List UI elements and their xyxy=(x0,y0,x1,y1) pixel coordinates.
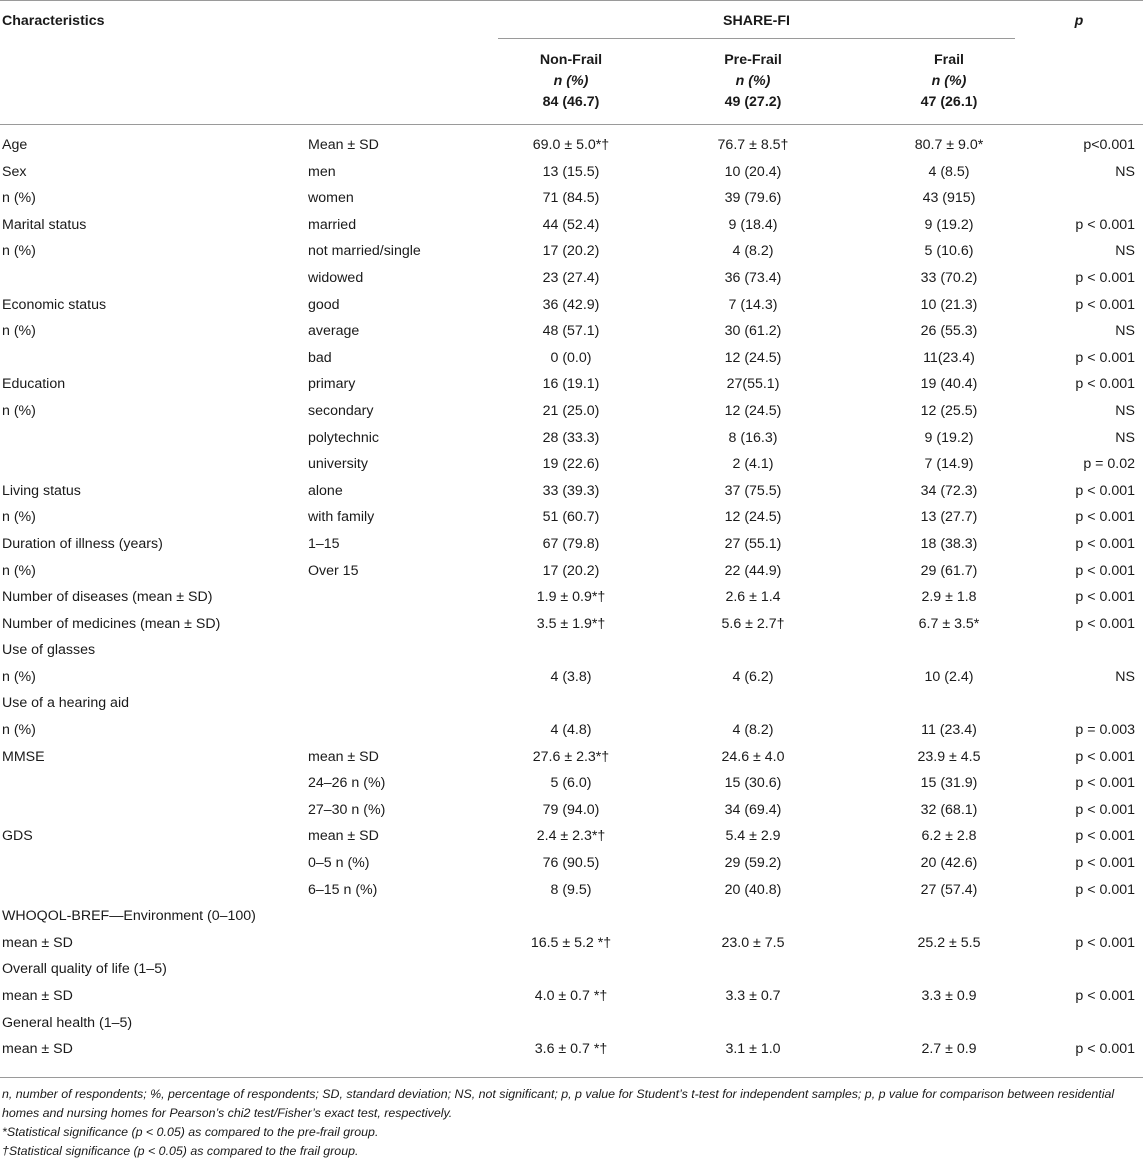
table-row xyxy=(0,770,1143,797)
table-row xyxy=(0,425,1143,452)
table-row xyxy=(0,690,1143,717)
cell-non-frail: 17 (20.2) xyxy=(542,562,600,579)
cell-p-value: NS xyxy=(1115,402,1135,419)
table-row xyxy=(0,717,1143,744)
row-sublabel: 27–30 n (%) xyxy=(308,801,386,818)
cell-frail: 23.9 ± 4.5 xyxy=(917,748,981,765)
cell-frail: 19 (40.4) xyxy=(920,376,978,393)
table-row xyxy=(0,212,1143,239)
row-sublabel: men xyxy=(308,163,336,180)
table-row xyxy=(0,371,1143,398)
cell-p-value: NS xyxy=(1115,163,1135,180)
row-label: MMSE xyxy=(2,748,45,765)
row-label: Duration of illness (years) xyxy=(2,535,163,552)
cell-p-value: NS xyxy=(1115,668,1135,685)
row-label: Age xyxy=(2,137,28,153)
cell-pre-frail: 12 (24.5) xyxy=(724,349,782,366)
table-row xyxy=(0,318,1143,345)
header-group-frail xyxy=(876,50,1022,113)
cell-non-frail: 21 (25.0) xyxy=(542,402,600,419)
cell-frail: 9 (19.2) xyxy=(924,429,974,446)
cell-non-frail: 36 (42.9) xyxy=(542,296,600,313)
cell-frail: 10 (21.3) xyxy=(920,296,978,313)
row-sublabel: widowed xyxy=(308,269,364,286)
cell-frail: 80.7 ± 9.0* xyxy=(914,137,984,153)
header-group-pre-frail xyxy=(680,50,826,113)
cell-frail: 33 (70.2) xyxy=(920,269,978,286)
cell-pre-frail: 10 (20.4) xyxy=(724,163,782,180)
table-row xyxy=(0,345,1143,372)
cell-pre-frail: 9 (18.4) xyxy=(728,216,778,233)
bottom-rule xyxy=(0,1077,1143,1078)
row-sublabel: good xyxy=(308,296,340,313)
cell-non-frail: 2.4 ± 2.3*† xyxy=(536,828,606,845)
header-group-non-frail xyxy=(498,50,644,113)
cell-p-value: p < 0.001 xyxy=(1075,988,1135,1004)
cell-non-frail: 4.0 ± 0.7 *† xyxy=(534,988,608,1004)
row-sublabel: mean ± SD xyxy=(308,748,379,765)
row-sublabel: polytechnic xyxy=(308,429,379,446)
table-row xyxy=(0,930,1143,957)
row-label: Overall quality of life (1–5) xyxy=(2,961,167,978)
cell-pre-frail: 20 (40.8) xyxy=(724,881,782,898)
cell-pre-frail: 27 (55.1) xyxy=(724,535,782,552)
cell-non-frail: 23 (27.4) xyxy=(542,269,600,286)
cell-frail: 3.3 ± 0.9 xyxy=(921,988,977,1004)
cell-non-frail: 33 (39.3) xyxy=(542,482,600,499)
cell-pre-frail: 4 (8.2) xyxy=(732,722,774,739)
cell-frail: 11(23.4) xyxy=(923,349,975,366)
cell-p-value: NS xyxy=(1115,243,1135,260)
table-row xyxy=(0,398,1143,425)
row-sublabel: average xyxy=(308,323,360,340)
group-count: 84 (46.7) xyxy=(542,94,600,110)
cell-frail: 11 (23.4) xyxy=(921,722,977,739)
share-fi-rule xyxy=(498,38,1015,39)
table-row xyxy=(0,292,1143,319)
header-characteristics: Characteristics xyxy=(2,13,105,29)
table-row xyxy=(0,1010,1143,1037)
row-sublabel: alone xyxy=(308,482,343,499)
cell-frail: 4 (8.5) xyxy=(928,163,970,180)
row-sublabel: Over 15 xyxy=(308,562,359,579)
cell-p-value: NS xyxy=(1115,323,1135,340)
cell-pre-frail: 36 (73.4) xyxy=(724,269,782,286)
table-row xyxy=(0,664,1143,691)
header-rule xyxy=(0,124,1143,125)
row-label: Use of a hearing aid xyxy=(2,695,129,712)
cell-frail: 29 (61.7) xyxy=(920,562,978,579)
cell-pre-frail: 30 (61.2) xyxy=(724,323,782,340)
table-row xyxy=(0,823,1143,850)
table-row xyxy=(0,983,1143,1010)
row-label: n (%) xyxy=(2,243,36,260)
cell-pre-frail: 5.6 ± 2.7† xyxy=(721,615,785,632)
table-row xyxy=(0,531,1143,558)
cell-p-value: p < 0.001 xyxy=(1075,376,1135,393)
table-row xyxy=(0,478,1143,505)
cell-non-frail: 28 (33.3) xyxy=(542,429,600,446)
row-label: Education xyxy=(2,376,66,393)
row-sublabel: primary xyxy=(308,376,356,393)
cell-non-frail: 27.6 ± 2.3*† xyxy=(532,748,610,765)
cell-p-value: p < 0.001 xyxy=(1075,269,1135,286)
row-label: Sex xyxy=(2,163,27,180)
row-label: n (%) xyxy=(2,323,36,340)
cell-pre-frail: 12 (24.5) xyxy=(724,509,782,526)
cell-non-frail: 0 (0.0) xyxy=(550,349,592,366)
table-row xyxy=(0,903,1143,930)
group-count: 49 (27.2) xyxy=(724,94,782,110)
group-count: 47 (26.1) xyxy=(920,94,978,110)
group-n-label: n (%) xyxy=(553,73,589,89)
row-label: Marital status xyxy=(2,216,87,233)
row-sublabel: 6–15 n (%) xyxy=(308,881,378,898)
cell-pre-frail: 27(55.1) xyxy=(726,376,780,393)
cell-non-frail: 8 (9.5) xyxy=(550,881,592,898)
cell-p-value: p < 0.001 xyxy=(1075,589,1135,606)
table-row xyxy=(0,132,1143,159)
cell-pre-frail: 23.0 ± 7.5 xyxy=(721,934,785,951)
cell-non-frail: 19 (22.6) xyxy=(542,456,600,473)
cell-p-value: p < 0.001 xyxy=(1075,535,1135,552)
cell-p-value: p < 0.001 xyxy=(1075,296,1135,313)
cell-pre-frail: 4 (8.2) xyxy=(732,243,774,260)
cell-non-frail: 69.0 ± 5.0*† xyxy=(532,137,610,153)
cell-non-frail: 48 (57.1) xyxy=(542,323,600,340)
cell-frail: 5 (10.6) xyxy=(924,243,974,260)
table-row xyxy=(0,159,1143,186)
cell-frail: 43 (915) xyxy=(922,190,976,207)
table-row xyxy=(0,185,1143,212)
cell-frail: 27 (57.4) xyxy=(920,881,978,898)
cell-frail: 12 (25.5) xyxy=(920,402,978,419)
table-header xyxy=(0,0,1143,124)
row-label: n (%) xyxy=(2,402,36,419)
row-label: mean ± SD xyxy=(2,1041,73,1058)
cell-non-frail: 76 (90.5) xyxy=(542,855,600,872)
cell-p-value: p < 0.001 xyxy=(1075,881,1135,898)
table-row xyxy=(0,504,1143,531)
row-label: mean ± SD xyxy=(2,934,73,951)
cell-non-frail: 13 (15.5) xyxy=(542,163,600,180)
row-label: GDS xyxy=(2,828,33,845)
row-label: Living status xyxy=(2,482,81,499)
cell-p-value: p < 0.001 xyxy=(1075,1041,1135,1058)
cell-pre-frail: 22 (44.9) xyxy=(724,562,782,579)
table-row xyxy=(0,877,1143,904)
table-row xyxy=(0,1036,1143,1063)
cell-non-frail: 4 (3.8) xyxy=(550,668,592,685)
row-label: Number of diseases (mean ± SD) xyxy=(2,589,213,606)
cell-p-value: p < 0.001 xyxy=(1075,562,1135,579)
table-body xyxy=(0,132,1143,1063)
cell-p-value: p < 0.001 xyxy=(1075,775,1135,792)
cell-frail: 7 (14.9) xyxy=(924,456,974,473)
cell-pre-frail: 15 (30.6) xyxy=(724,775,782,792)
row-sublabel: not married/single xyxy=(308,243,421,260)
row-label: n (%) xyxy=(2,562,36,579)
cell-non-frail: 3.5 ± 1.9*† xyxy=(536,615,606,632)
cell-p-value: p<0.001 xyxy=(1083,137,1135,153)
cell-p-value: p < 0.001 xyxy=(1075,855,1135,872)
cell-pre-frail: 3.1 ± 1.0 xyxy=(725,1041,781,1058)
cell-frail: 32 (68.1) xyxy=(920,801,978,818)
cell-frail: 26 (55.3) xyxy=(920,323,978,340)
cell-p-value: p < 0.001 xyxy=(1075,801,1135,818)
group-n-label: n (%) xyxy=(735,73,771,89)
row-sublabel: 0–5 n (%) xyxy=(308,855,370,872)
row-label: General health (1–5) xyxy=(2,1014,133,1031)
cell-p-value: p < 0.001 xyxy=(1075,828,1135,845)
cell-non-frail: 44 (52.4) xyxy=(542,216,600,233)
cell-non-frail: 51 (60.7) xyxy=(542,509,600,526)
cell-non-frail: 3.6 ± 0.7 *† xyxy=(534,1041,608,1058)
cell-p-value: p < 0.001 xyxy=(1075,509,1135,526)
table-row xyxy=(0,637,1143,664)
row-sublabel: 1–15 xyxy=(308,535,340,552)
row-sublabel: women xyxy=(308,190,354,207)
header-share-fi: SHARE-FI xyxy=(723,13,790,29)
row-sublabel: with family xyxy=(308,509,375,526)
cell-pre-frail: 2 (4.1) xyxy=(732,456,774,473)
cell-non-frail: 16 (19.1) xyxy=(542,376,600,393)
footnote-abbreviations: n, number of respondents; %, percentage of respondents; SD, standard deviation; NS, not significant; p, p value for Student’s t-test for independent samples; p, p value for comparison between residential homes and nursing homes for Pearson’s chi2 test/Fisher’s exact test, respectively. xyxy=(2,1087,1115,1120)
group-n-label: n (%) xyxy=(931,73,967,89)
row-label: n (%) xyxy=(2,190,36,207)
cell-pre-frail: 34 (69.4) xyxy=(724,801,782,818)
table-row xyxy=(0,238,1143,265)
cell-pre-frail: 7 (14.3) xyxy=(728,296,778,313)
cell-p-value: p < 0.001 xyxy=(1075,482,1135,499)
group-name: Pre-Frail xyxy=(724,52,782,68)
cell-non-frail: 16.5 ± 5.2 *† xyxy=(530,934,612,951)
table-row xyxy=(0,956,1143,983)
row-label: mean ± SD xyxy=(2,988,73,1004)
cell-frail: 2.7 ± 0.9 xyxy=(921,1041,977,1058)
cell-pre-frail: 8 (16.3) xyxy=(728,429,778,446)
footnote-pre-frail: *Statistical significance (p < 0.05) as compared to the pre-frail group. xyxy=(2,1125,379,1139)
cell-p-value: p < 0.001 xyxy=(1075,615,1135,632)
row-label: WHOQOL-BREF—Environment (0–100) xyxy=(2,908,256,925)
cell-non-frail: 5 (6.0) xyxy=(550,775,592,792)
table-row xyxy=(0,611,1143,638)
cell-non-frail: 1.9 ± 0.9*† xyxy=(536,589,606,606)
row-label: Economic status xyxy=(2,296,107,313)
group-name: Frail xyxy=(934,52,964,68)
row-sublabel: university xyxy=(308,456,368,473)
row-sublabel: Mean ± SD xyxy=(308,137,379,153)
cell-frail: 6.2 ± 2.8 xyxy=(921,828,977,845)
row-label: Use of glasses xyxy=(2,642,96,659)
table-row xyxy=(0,558,1143,585)
row-sublabel: secondary xyxy=(308,402,374,419)
row-label: n (%) xyxy=(2,509,36,526)
cell-pre-frail: 12 (24.5) xyxy=(724,402,782,419)
cell-p-value: p = 0.02 xyxy=(1083,456,1135,473)
cell-pre-frail: 3.3 ± 0.7 xyxy=(725,988,781,1004)
header-p: p xyxy=(1074,13,1084,29)
table-row xyxy=(0,797,1143,824)
cell-p-value: p < 0.001 xyxy=(1075,216,1135,233)
cell-pre-frail: 39 (79.6) xyxy=(724,190,782,207)
cell-frail: 9 (19.2) xyxy=(924,216,974,233)
row-sublabel: married xyxy=(308,216,357,233)
footnotes xyxy=(2,1085,1141,1161)
cell-pre-frail: 37 (75.5) xyxy=(724,482,782,499)
cell-pre-frail: 76.7 ± 8.5† xyxy=(717,137,789,153)
cell-p-value: p = 0.003 xyxy=(1075,722,1135,739)
cell-pre-frail: 24.6 ± 4.0 xyxy=(721,748,785,765)
row-label: n (%) xyxy=(2,668,36,685)
row-sublabel: 24–26 n (%) xyxy=(308,775,386,792)
cell-non-frail: 67 (79.8) xyxy=(542,535,600,552)
table-row xyxy=(0,265,1143,292)
cell-frail: 25.2 ± 5.5 xyxy=(917,934,981,951)
cell-p-value: NS xyxy=(1115,429,1135,446)
footnote-frail: †Statistical significance (p < 0.05) as compared to the frail group. xyxy=(2,1144,359,1158)
cell-pre-frail: 29 (59.2) xyxy=(724,855,782,872)
table-row xyxy=(0,744,1143,771)
cell-p-value: p < 0.001 xyxy=(1075,934,1135,951)
table-row xyxy=(0,451,1143,478)
cell-p-value: p < 0.001 xyxy=(1075,748,1135,765)
cell-frail: 15 (31.9) xyxy=(920,775,978,792)
table-row xyxy=(0,584,1143,611)
cell-non-frail: 17 (20.2) xyxy=(542,243,600,260)
cell-frail: 2.9 ± 1.8 xyxy=(921,589,977,606)
cell-frail: 34 (72.3) xyxy=(920,482,978,499)
cell-pre-frail: 2.6 ± 1.4 xyxy=(725,589,781,606)
cell-frail: 10 (2.4) xyxy=(924,668,974,685)
cell-non-frail: 71 (84.5) xyxy=(542,190,600,207)
cell-non-frail: 79 (94.0) xyxy=(542,801,600,818)
row-label: Number of medicines (mean ± SD) xyxy=(2,615,221,632)
cell-pre-frail: 5.4 ± 2.9 xyxy=(725,828,781,845)
cell-frail: 18 (38.3) xyxy=(920,535,978,552)
cell-pre-frail: 4 (6.2) xyxy=(732,668,774,685)
group-name: Non-Frail xyxy=(539,52,603,68)
table-row xyxy=(0,850,1143,877)
cell-frail: 6.7 ± 3.5* xyxy=(918,615,980,632)
row-label: n (%) xyxy=(2,722,36,739)
row-sublabel: mean ± SD xyxy=(308,828,379,845)
cell-non-frail: 4 (4.8) xyxy=(550,722,592,739)
row-sublabel: bad xyxy=(308,349,332,366)
cell-frail: 20 (42.6) xyxy=(920,855,978,872)
cell-p-value: p < 0.001 xyxy=(1075,349,1135,366)
cell-frail: 13 (27.7) xyxy=(920,509,978,526)
